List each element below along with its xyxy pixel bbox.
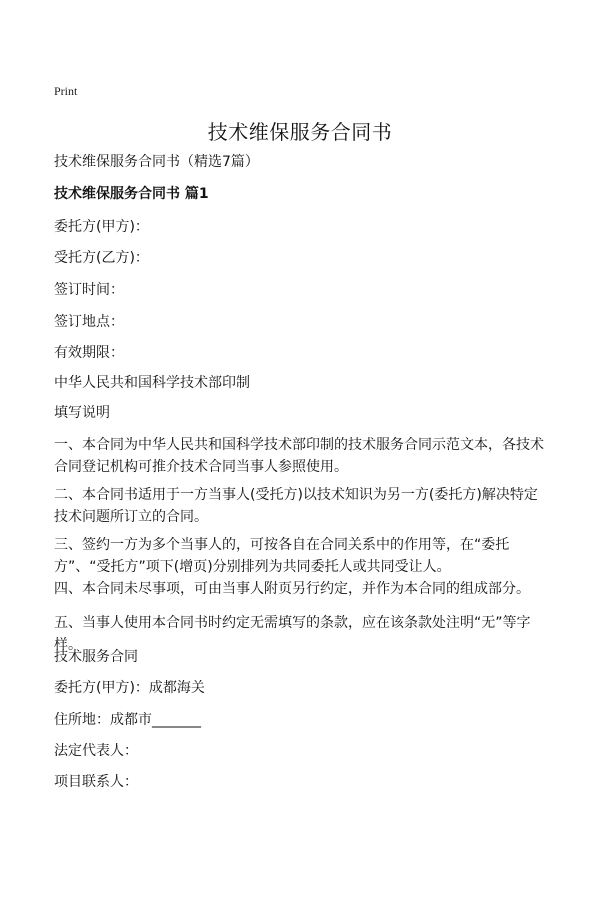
field-client: 委托方(甲方)： [54,219,149,235]
field-contractor: 受托方(乙方)： [54,250,149,266]
section-heading: 技术维保服务合同书 篇1 [54,186,209,202]
contract-field-legal-rep: 法定代表人： [54,743,138,759]
instructions-heading: 填写说明 [54,405,110,421]
contract-field-contact: 项目联系人： [54,774,138,790]
instruction-item: 一、本合同为中华人民共和国科学技术部印制的技术服务合同示范文本，各技术合同登记机构可推介技术合同当事人参照使用。 [54,437,544,475]
print-link[interactable]: Print [54,84,78,98]
contract-heading: 技术服务合同 [54,649,138,665]
instruction-item: 三、签约一方为多个当事人的，可按各自在合同关系中的作用等，在“委托方”、“受托方”项下(增页)分别排列为共同委托人或共同受让人。 [54,537,510,575]
page-title: 技术维保服务合同书 [207,120,393,144]
document-subtitle: 技术维保服务合同书（精选7篇） [54,154,259,170]
contract-field-client: 委托方(甲方)：成都海关 [54,680,205,696]
field-sign-time: 签订时间： [54,282,124,298]
issuer-line: 中华人民共和国科学技术部印制 [54,375,250,391]
field-valid-period: 有效期限： [54,345,124,361]
field-sign-place: 签订地点： [54,314,124,330]
instruction-item: 五、当事人使用本合同书时约定无需填写的条款，应在该条款处注明“无”等字样。 [54,615,531,653]
instruction-item: 四、本合同未尽事项，可由当事人附页另行约定，并作为本合同的组成部分。 [54,581,530,597]
instruction-item: 二、本合同书适用于一方当事人(受托方)以技术知识为另一方(委托方)解决特定技术问题所订立的合同。 [54,487,538,525]
contract-field-address: 住所地：成都市_______ [54,712,201,728]
